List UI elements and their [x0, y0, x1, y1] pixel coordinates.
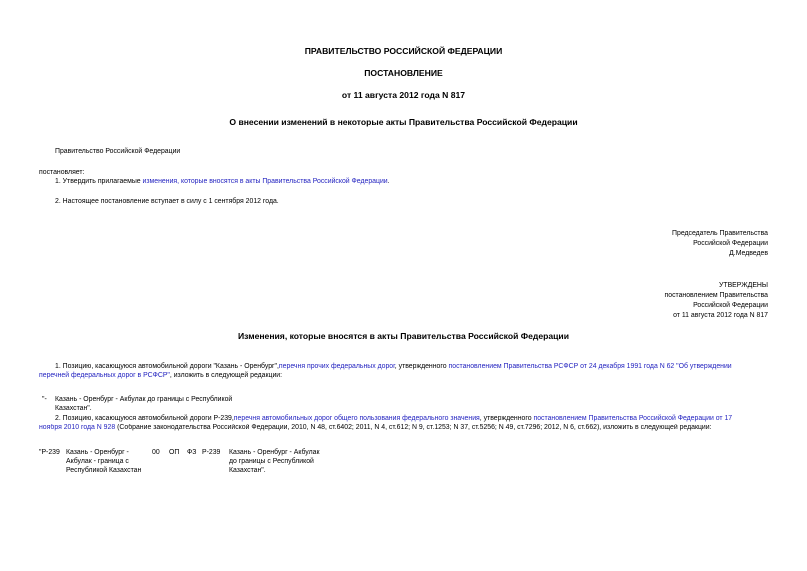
- table-new-name-line3: Казахстан".: [229, 467, 266, 474]
- table-road-name-line3: Республикой Казахстан: [66, 467, 142, 474]
- intro-verb: постановляет:: [39, 169, 85, 176]
- paragraph-1-text-c: , изложить в следующей редакции:: [169, 372, 283, 379]
- intro-subject: Правительство Российской Федерации: [55, 148, 181, 155]
- approval-organization: Российской Федерации: [693, 302, 768, 309]
- quote-1-mark: "-: [42, 396, 47, 403]
- table-road-name-line2: Акбулак - граница с: [66, 458, 129, 465]
- changes-link[interactable]: изменения, которые вносятся в акты Правительства Российской Федерации: [142, 178, 388, 185]
- paragraph-2-line1: [55, 415, 732, 423]
- paragraph-1-text-b: , утвержденного: [394, 363, 449, 370]
- table-road-name-line1: Казань - Оренбург -: [66, 449, 129, 456]
- table-cell-fz: ФЗ: [187, 449, 197, 456]
- signature-organization: Российской Федерации: [693, 240, 768, 247]
- document-title: О внесении изменений в некоторые акты Правительства Российской Федерации: [229, 117, 578, 127]
- table-cell-op: ОП: [169, 449, 180, 456]
- table-road-code: "Р-239: [39, 449, 60, 456]
- item-2: 2. Настоящее постановление вступает в силу с 1 сентября 2012 года.: [55, 198, 279, 205]
- item-1-suffix: .: [387, 178, 390, 185]
- paragraph-2-text-b: , утвержденного: [479, 415, 534, 422]
- quote-1-line1: Казань - Оренбург - Акбулак до границы с Республикой: [55, 396, 233, 403]
- rsfsr-resolution-link-part2[interactable]: перечней федеральных дорог в РСФСР": [39, 372, 170, 379]
- table-new-name-line1: Казань - Оренбург - Акбулак: [229, 449, 320, 456]
- paragraph-2-line2: [39, 424, 774, 432]
- rsfsr-resolution-link-part1[interactable]: постановлением Правительства РСФСР от 24 декабря 1991 года N 62 "Об утверждении: [448, 363, 732, 370]
- other-roads-list-link[interactable]: перечня прочих федеральных дорог: [278, 363, 395, 370]
- approval-heading: УТВЕРЖДЕНЫ: [719, 282, 768, 289]
- document-date: от 11 августа 2012 года N 817: [341, 90, 466, 100]
- government-heading: ПРАВИТЕЛЬСТВО РОССИЙСКОЙ ФЕДЕРАЦИИ: [304, 46, 503, 56]
- paragraph-2-text-a: 2. Позицию, касающуюся автомобильной дороги Р-239,: [55, 415, 234, 422]
- approval-date: от 11 августа 2012 года N 817: [673, 312, 768, 319]
- rf-resolution-link-part1[interactable]: постановлением Правительства Российской Федерации от 17: [533, 415, 733, 422]
- changes-title: Изменения, которые вносятся в акты Правительства Российской Федерации: [237, 331, 569, 341]
- paragraph-2-text-c: (Собрание законодательства Российской Федерации, 2010, N 48, ст.6402; 2011, N 4, ст.612; N 9, ст.1253; N 37, ст.5256; N 49, ст.7296; 2012, N 6, ст.662), изложить в следующей редакции:: [115, 424, 712, 431]
- signature-name: Д.Медведев: [729, 250, 768, 257]
- item-1-prefix: 1. Утвердить прилагаемые: [55, 178, 143, 185]
- table-cell-code-00: 00: [152, 449, 160, 456]
- table-cell-road-number: Р-239: [202, 449, 221, 456]
- approval-by: постановлением Правительства: [664, 292, 768, 299]
- document-type: ПОСТАНОВЛЕНИЕ: [364, 68, 443, 78]
- federal-roads-list-link[interactable]: перечня автомобильных дорог общего пользования федерального значения: [233, 415, 480, 422]
- item-1: [55, 178, 390, 186]
- paragraph-1-text-a: 1. Позицию, касающуюся автомобильной дороги "Казань - Оренбург",: [55, 363, 279, 370]
- signature-position: Председатель Правительства: [672, 230, 768, 237]
- quote-1-line2: Казахстан".: [55, 405, 92, 412]
- paragraph-1-line1: [55, 363, 732, 371]
- table-new-name-line2: до границы с Республикой: [229, 458, 314, 465]
- paragraph-1-line2: [39, 372, 282, 380]
- rf-resolution-link-part2[interactable]: ноября 2010 года N 928: [39, 424, 116, 431]
